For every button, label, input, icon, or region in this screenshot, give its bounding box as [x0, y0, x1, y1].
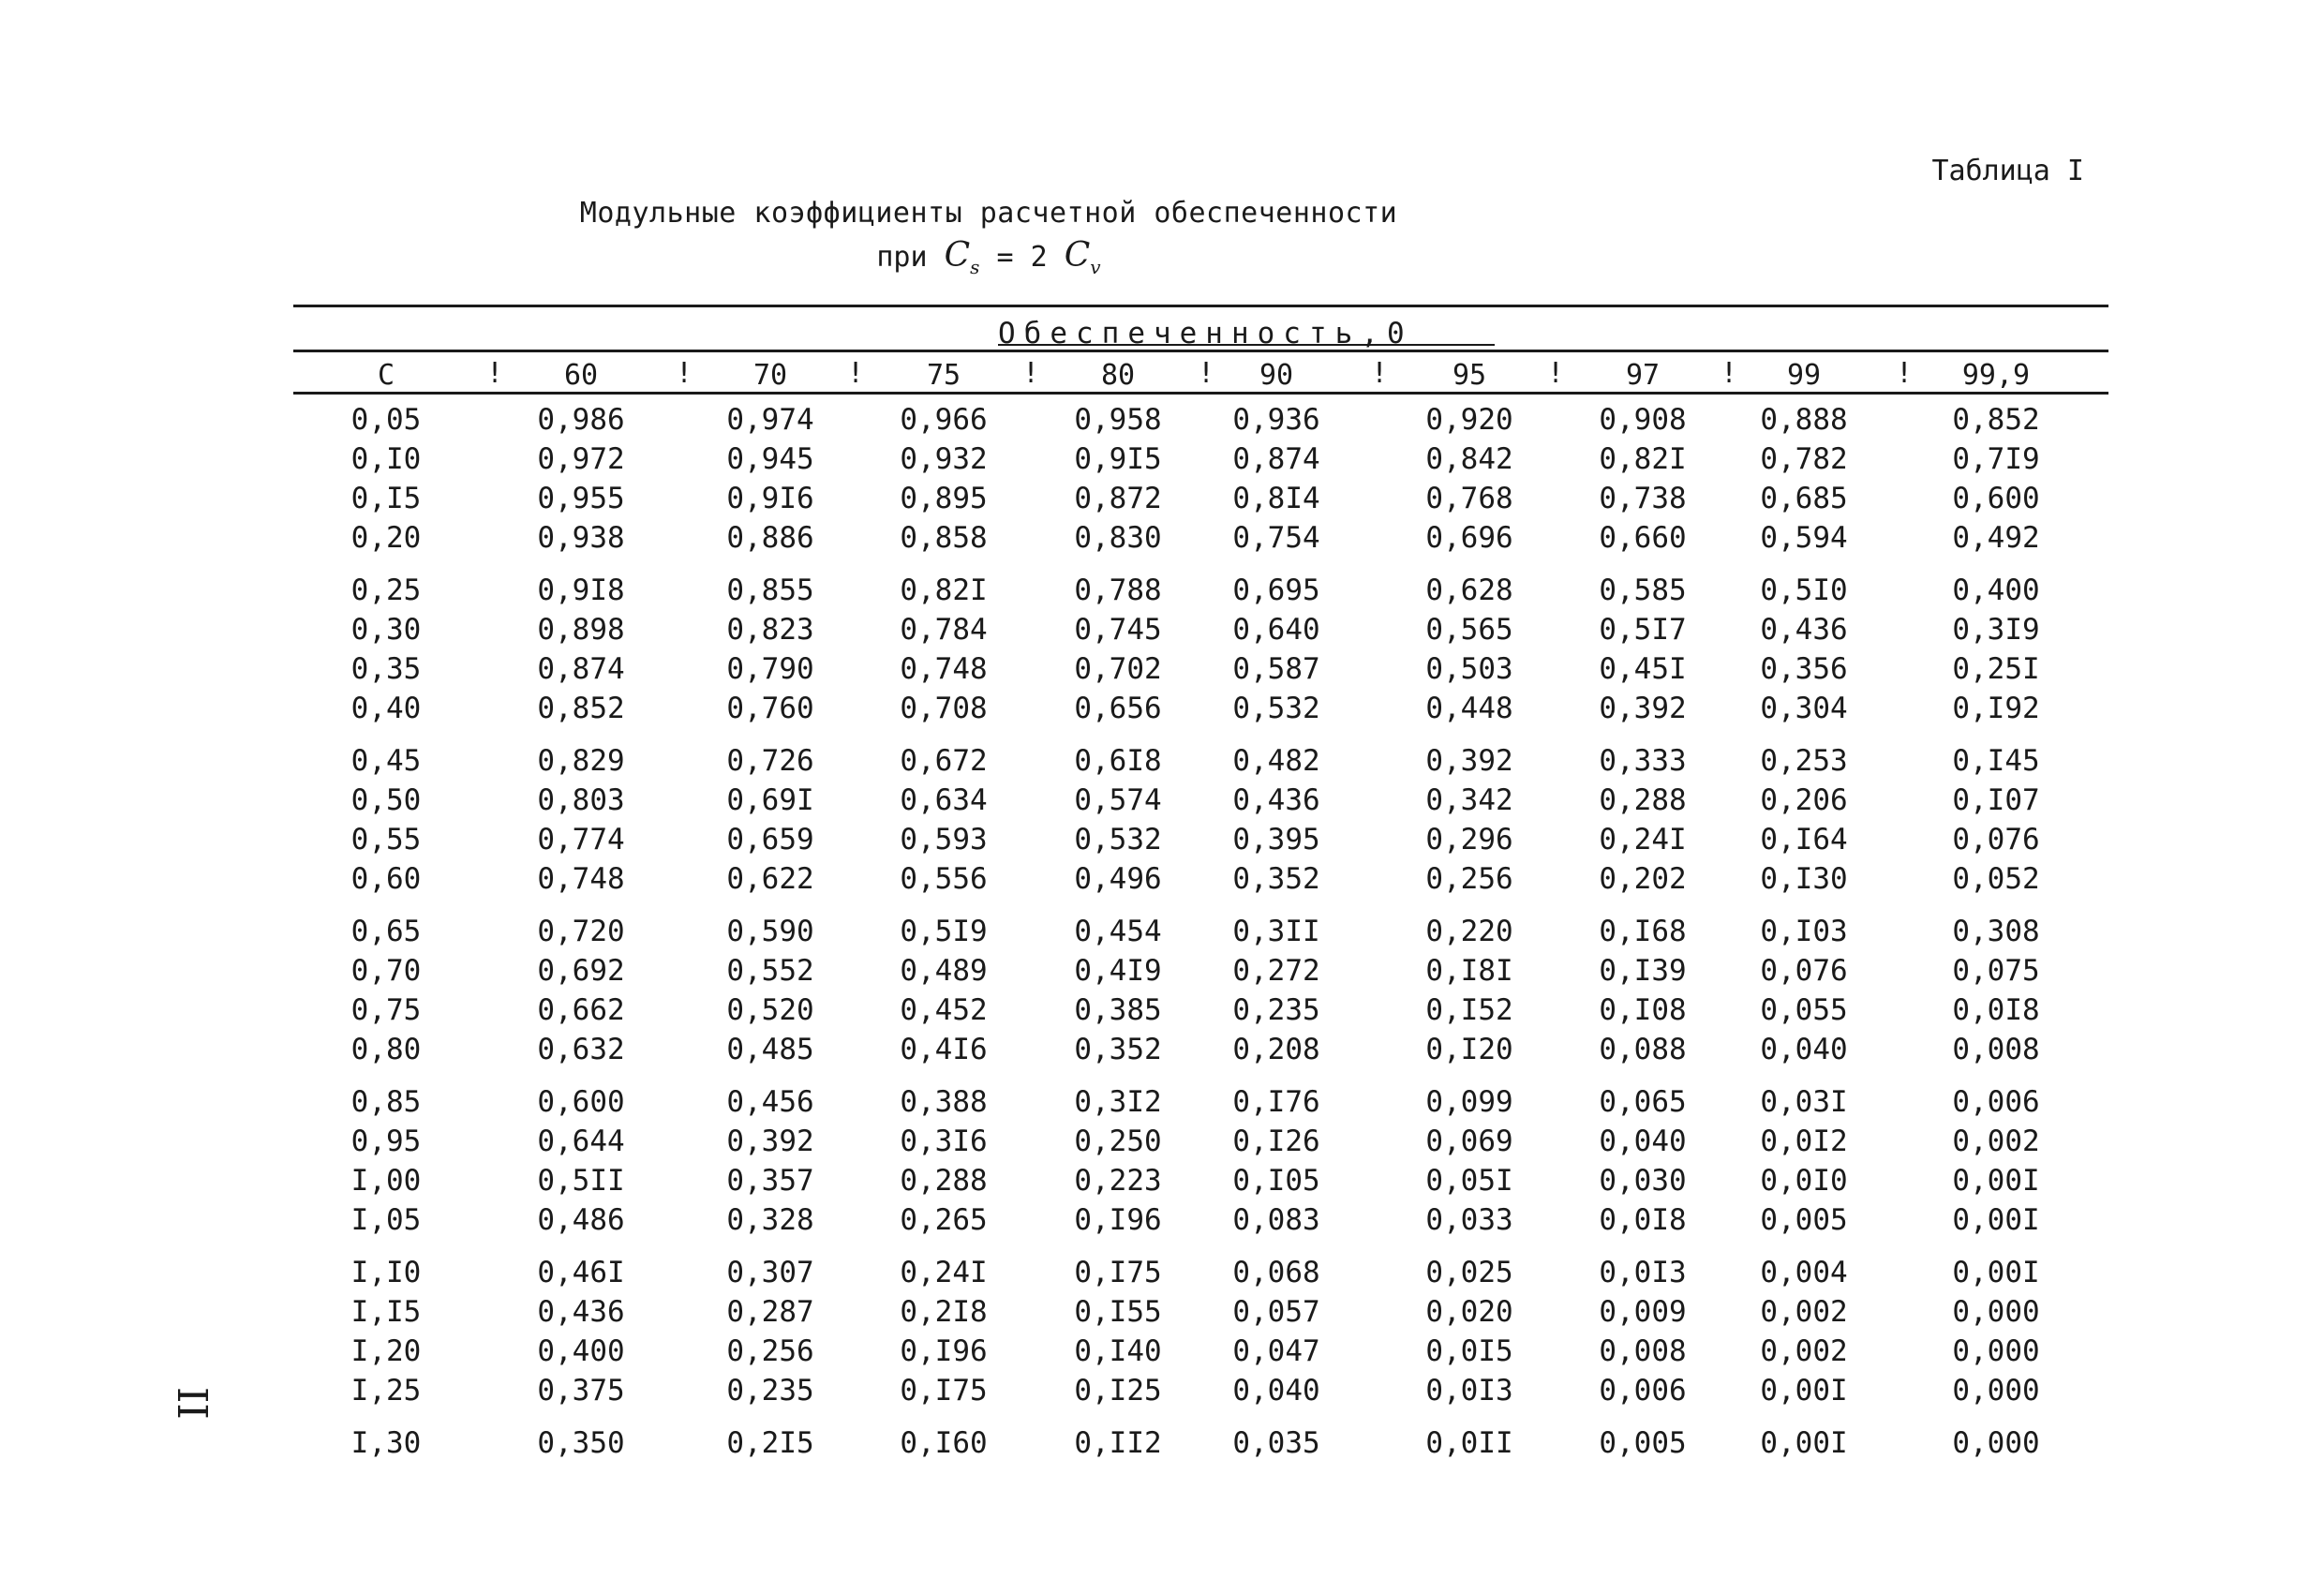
value-cell: 0,972 — [537, 442, 625, 476]
value-cell: 0,593 — [900, 823, 988, 857]
column-header-2: 70 — [752, 359, 788, 392]
value-cell: 0,392 — [1599, 692, 1687, 725]
value-cell: 0,622 — [726, 862, 814, 896]
value-cell: 0,482 — [1232, 744, 1320, 778]
value-cell: 0,088 — [1599, 1033, 1687, 1066]
value-cell: 0,3I9 — [1952, 613, 2040, 647]
value-cell: 0,223 — [1074, 1164, 1162, 1198]
row-label-cell: 0,40 — [350, 692, 422, 725]
value-cell: 0,436 — [537, 1295, 625, 1329]
value-cell: 0,220 — [1425, 915, 1513, 948]
value-cell: 0,287 — [726, 1295, 814, 1329]
value-cell: 0,2I8 — [900, 1295, 988, 1329]
value-cell: 0,I55 — [1074, 1295, 1162, 1329]
value-cell: 0,448 — [1425, 692, 1513, 725]
value-cell: 0,945 — [726, 442, 814, 476]
row-label-cell: 0,I5 — [350, 482, 422, 515]
value-cell: 0,I68 — [1599, 915, 1687, 948]
value-cell: 0,672 — [900, 744, 988, 778]
column-header-8: 99 — [1786, 359, 1822, 392]
value-cell: 0,002 — [1952, 1125, 2040, 1158]
value-cell: 0,065 — [1599, 1085, 1687, 1119]
value-cell: 0,600 — [1952, 482, 2040, 515]
value-cell: 0,760 — [726, 692, 814, 725]
value-cell: 0,I75 — [900, 1374, 988, 1408]
value-cell: 0,00I — [1760, 1426, 1848, 1460]
value-cell: 0,454 — [1074, 915, 1162, 948]
row-label-cell: 0,60 — [350, 862, 422, 896]
value-cell: 0,25I — [1952, 652, 2040, 686]
column-header-7: 97 — [1625, 359, 1661, 392]
value-cell: 0,888 — [1760, 403, 1848, 437]
value-cell: 0,874 — [537, 652, 625, 686]
value-cell: 0,008 — [1599, 1334, 1687, 1368]
value-cell: 0,352 — [1074, 1033, 1162, 1066]
value-cell: 0,829 — [537, 744, 625, 778]
value-cell: 0,392 — [726, 1125, 814, 1158]
row-label-cell: 0,45 — [350, 744, 422, 778]
value-cell: 0,040 — [1760, 1033, 1848, 1066]
value-cell: 0,532 — [1074, 823, 1162, 857]
value-cell: 0,253 — [1760, 744, 1848, 778]
value-cell: 0,662 — [537, 993, 625, 1027]
value-cell: 0,256 — [726, 1334, 814, 1368]
value-cell: 0,656 — [1074, 692, 1162, 725]
value-cell: 0,708 — [900, 692, 988, 725]
value-cell: 0,00I — [1952, 1203, 2040, 1237]
column-header-9: 99,9 — [1961, 359, 2031, 392]
value-cell: 0,24I — [1599, 823, 1687, 857]
value-cell: 0,00I — [1952, 1164, 2040, 1198]
table-title: Модульные коэффициенты расчетной обеспеченности — [579, 197, 1398, 230]
value-cell: 0,357 — [726, 1164, 814, 1198]
group-header: Обеспеченность,0 — [998, 317, 1413, 350]
value-cell: 0,872 — [1074, 482, 1162, 515]
value-cell: 0,69I — [726, 783, 814, 817]
value-cell: 0,702 — [1074, 652, 1162, 686]
value-cell: 0,00I — [1760, 1374, 1848, 1408]
value-cell: 0,456 — [726, 1085, 814, 1119]
value-cell: 0,738 — [1599, 482, 1687, 515]
value-cell: 0,634 — [900, 783, 988, 817]
value-cell: 0,9I6 — [726, 482, 814, 515]
row-label-cell: 0,95 — [350, 1125, 422, 1158]
value-cell: 0,695 — [1232, 574, 1320, 607]
value-cell: 0,574 — [1074, 783, 1162, 817]
column-separator: ! — [485, 357, 504, 390]
value-cell: 0,600 — [537, 1085, 625, 1119]
formula-equals: = 2 — [996, 241, 1048, 274]
value-cell: 0,076 — [1760, 954, 1848, 988]
value-cell: 0,768 — [1425, 482, 1513, 515]
value-cell: 0,I03 — [1760, 915, 1848, 948]
value-cell: 0,659 — [726, 823, 814, 857]
value-cell: 0,I64 — [1760, 823, 1848, 857]
value-cell: 0,057 — [1232, 1295, 1320, 1329]
value-cell: 0,532 — [1232, 692, 1320, 725]
value-cell: 0,5I0 — [1760, 574, 1848, 607]
column-separator: ! — [1720, 357, 1738, 390]
value-cell: 0,520 — [726, 993, 814, 1027]
value-cell: 0,8I4 — [1232, 482, 1320, 515]
value-cell: 0,552 — [726, 954, 814, 988]
value-cell: 0,I30 — [1760, 862, 1848, 896]
value-cell: 0,4I6 — [900, 1033, 988, 1066]
value-cell: 0,256 — [1425, 862, 1513, 896]
row-label-cell: I,I0 — [350, 1256, 422, 1289]
value-cell: 0,726 — [726, 744, 814, 778]
formula-cv: $C_v$ — [1064, 236, 1101, 279]
value-cell: 0,874 — [1232, 442, 1320, 476]
value-cell: 0,250 — [1074, 1125, 1162, 1158]
value-cell: 0,I96 — [1074, 1203, 1162, 1237]
value-cell: 0,886 — [726, 521, 814, 555]
value-cell: 0,356 — [1760, 652, 1848, 686]
value-cell: 0,328 — [726, 1203, 814, 1237]
value-cell: 0,076 — [1952, 823, 2040, 857]
formula-prefix: при — [876, 241, 928, 274]
value-cell: 0,I52 — [1425, 993, 1513, 1027]
value-cell: 0,006 — [1952, 1085, 2040, 1119]
value-cell: 0,342 — [1425, 783, 1513, 817]
value-cell: 0,030 — [1599, 1164, 1687, 1198]
value-cell: 0,033 — [1425, 1203, 1513, 1237]
value-cell: 0,I76 — [1232, 1085, 1320, 1119]
value-cell: 0,585 — [1599, 574, 1687, 607]
value-cell: 0,375 — [537, 1374, 625, 1408]
value-cell: 0,45I — [1599, 652, 1687, 686]
value-cell: 0,974 — [726, 403, 814, 437]
value-cell: 0,782 — [1760, 442, 1848, 476]
value-cell: 0,82I — [1599, 442, 1687, 476]
value-cell: 0,05I — [1425, 1164, 1513, 1198]
value-cell: 0,565 — [1425, 613, 1513, 647]
value-cell: 0,587 — [1232, 652, 1320, 686]
value-cell: 0,774 — [537, 823, 625, 857]
value-cell: 0,908 — [1599, 403, 1687, 437]
value-cell: 0,852 — [1952, 403, 2040, 437]
value-cell: 0,I45 — [1952, 744, 2040, 778]
value-cell: 0,660 — [1599, 521, 1687, 555]
value-cell: 0,040 — [1599, 1125, 1687, 1158]
value-cell: 0,006 — [1599, 1374, 1687, 1408]
value-cell: 0,352 — [1232, 862, 1320, 896]
value-cell: 0,304 — [1760, 692, 1848, 725]
value-cell: 0,025 — [1425, 1256, 1513, 1289]
value-cell: 0,823 — [726, 613, 814, 647]
value-cell: 0,069 — [1425, 1125, 1513, 1158]
value-cell: 0,083 — [1232, 1203, 1320, 1237]
value-cell: 0,5I9 — [900, 915, 988, 948]
value-cell: 0,803 — [537, 783, 625, 817]
value-cell: 0,020 — [1425, 1295, 1513, 1329]
value-cell: 0,748 — [900, 652, 988, 686]
value-cell: 0,452 — [900, 993, 988, 1027]
value-cell: 0,82I — [900, 574, 988, 607]
value-cell: 0,745 — [1074, 613, 1162, 647]
value-cell: 0,I96 — [900, 1334, 988, 1368]
column-separator: ! — [1021, 357, 1040, 390]
row-label-cell: 0,70 — [350, 954, 422, 988]
value-cell: 0,395 — [1232, 823, 1320, 857]
row-label-cell: 0,I0 — [350, 442, 422, 476]
value-cell: 0,0I5 — [1425, 1334, 1513, 1368]
column-separator: ! — [1197, 357, 1215, 390]
column-header-4: 80 — [1100, 359, 1136, 392]
value-cell: 0,055 — [1760, 993, 1848, 1027]
value-cell: 0,784 — [900, 613, 988, 647]
value-cell: 0,392 — [1425, 744, 1513, 778]
value-cell: 0,308 — [1952, 915, 2040, 948]
table-top-rule — [293, 305, 2108, 307]
column-header-5: 90 — [1259, 359, 1294, 392]
value-cell: 0,898 — [537, 613, 625, 647]
value-cell: 0,I07 — [1952, 783, 2040, 817]
value-cell: 0,0I8 — [1952, 993, 2040, 1027]
value-cell: 0,400 — [537, 1334, 625, 1368]
row-label-cell: I,I5 — [350, 1295, 422, 1329]
value-cell: 0,099 — [1425, 1085, 1513, 1119]
value-cell: 0,436 — [1760, 613, 1848, 647]
value-cell: 0,5I7 — [1599, 613, 1687, 647]
value-cell: 0,307 — [726, 1256, 814, 1289]
value-cell: 0,24I — [900, 1256, 988, 1289]
page-number: II — [168, 1387, 216, 1420]
value-cell: 0,004 — [1760, 1256, 1848, 1289]
value-cell: 0,I25 — [1074, 1374, 1162, 1408]
value-cell: 0,696 — [1425, 521, 1513, 555]
value-cell: 0,272 — [1232, 954, 1320, 988]
row-label-cell: 0,80 — [350, 1033, 422, 1066]
value-cell: 0,I05 — [1232, 1164, 1320, 1198]
value-cell: 0,628 — [1425, 574, 1513, 607]
value-cell: 0,II2 — [1074, 1426, 1162, 1460]
row-label-cell: 0,75 — [350, 993, 422, 1027]
value-cell: 0,9I8 — [537, 574, 625, 607]
value-cell: 0,009 — [1599, 1295, 1687, 1329]
value-cell: 0,4I9 — [1074, 954, 1162, 988]
value-cell: 0,265 — [900, 1203, 988, 1237]
value-cell: 0,489 — [900, 954, 988, 988]
value-cell: 0,790 — [726, 652, 814, 686]
value-cell: 0,685 — [1760, 482, 1848, 515]
value-cell: 0,5II — [537, 1164, 625, 1198]
row-label-cell: 0,65 — [350, 915, 422, 948]
value-cell: 0,0I3 — [1599, 1256, 1687, 1289]
row-label-cell: I,00 — [350, 1164, 422, 1198]
value-cell: 0,486 — [537, 1203, 625, 1237]
column-header-0: C — [377, 359, 395, 392]
value-cell: 0,000 — [1952, 1295, 2040, 1329]
value-cell: 0,0I8 — [1599, 1203, 1687, 1237]
value-cell: 0,830 — [1074, 521, 1162, 555]
value-cell: 0,46I — [537, 1256, 625, 1289]
value-cell: 0,986 — [537, 403, 625, 437]
value-cell: 0,852 — [537, 692, 625, 725]
value-cell: 0,958 — [1074, 403, 1162, 437]
column-separator: ! — [846, 357, 865, 390]
value-cell: 0,594 — [1760, 521, 1848, 555]
value-cell: 0,333 — [1599, 744, 1687, 778]
value-cell: 0,895 — [900, 482, 988, 515]
value-cell: 0,I75 — [1074, 1256, 1162, 1289]
formula-cs: $C_s$ — [944, 236, 980, 279]
value-cell: 0,858 — [900, 521, 988, 555]
value-cell: 0,I40 — [1074, 1334, 1162, 1368]
value-cell: 0,288 — [900, 1164, 988, 1198]
value-cell: 0,936 — [1232, 403, 1320, 437]
value-cell: 0,632 — [537, 1033, 625, 1066]
value-cell: 0,000 — [1952, 1334, 2040, 1368]
value-cell: 0,692 — [537, 954, 625, 988]
value-cell: 0,202 — [1599, 862, 1687, 896]
row-label-cell: 0,50 — [350, 783, 422, 817]
value-cell: 0,I60 — [900, 1426, 988, 1460]
row-label-cell: 0,05 — [350, 403, 422, 437]
value-cell: 0,3I6 — [900, 1125, 988, 1158]
value-cell: 0,235 — [726, 1374, 814, 1408]
formula-line — [0, 236, 1977, 278]
value-cell: 0,388 — [900, 1085, 988, 1119]
value-cell: 0,3II — [1232, 915, 1320, 948]
value-cell: 0,005 — [1599, 1426, 1687, 1460]
value-cell: 0,0I0 — [1760, 1164, 1848, 1198]
row-label-cell: I,05 — [350, 1203, 422, 1237]
row-label-cell: 0,20 — [350, 521, 422, 555]
value-cell: 0,005 — [1760, 1203, 1848, 1237]
value-cell: 0,754 — [1232, 521, 1320, 555]
value-cell: 0,9I5 — [1074, 442, 1162, 476]
value-cell: 0,3I2 — [1074, 1085, 1162, 1119]
value-cell: 0,208 — [1232, 1033, 1320, 1066]
value-cell: 0,350 — [537, 1426, 625, 1460]
column-separator: ! — [1370, 357, 1389, 390]
value-cell: 0,00I — [1952, 1256, 2040, 1289]
row-label-cell: I,25 — [350, 1374, 422, 1408]
value-cell: 0,400 — [1952, 574, 2040, 607]
value-cell: 0,206 — [1760, 783, 1848, 817]
row-label-cell: 0,85 — [350, 1085, 422, 1119]
value-cell: 0,6I8 — [1074, 744, 1162, 778]
value-cell: 0,I26 — [1232, 1125, 1320, 1158]
value-cell: 0,0I2 — [1760, 1125, 1848, 1158]
value-cell: 0,855 — [726, 574, 814, 607]
table-label: Таблица I — [1931, 155, 2084, 187]
column-header-1: 60 — [563, 359, 599, 392]
value-cell: 0,047 — [1232, 1334, 1320, 1368]
table-body-rule — [293, 392, 2108, 395]
row-label-cell: 0,35 — [350, 652, 422, 686]
value-cell: 0,485 — [726, 1033, 814, 1066]
value-cell: 0,7I9 — [1952, 442, 2040, 476]
value-cell: 0,075 — [1952, 954, 2040, 988]
value-cell: 0,496 — [1074, 862, 1162, 896]
value-cell: 0,842 — [1425, 442, 1513, 476]
value-cell: 0,0I3 — [1425, 1374, 1513, 1408]
value-cell: 0,720 — [537, 915, 625, 948]
value-cell: 0,I20 — [1425, 1033, 1513, 1066]
value-cell: 0,503 — [1425, 652, 1513, 686]
value-cell: 0,035 — [1232, 1426, 1320, 1460]
value-cell: 0,I08 — [1599, 993, 1687, 1027]
value-cell: 0,2I5 — [726, 1426, 814, 1460]
value-cell: 0,788 — [1074, 574, 1162, 607]
value-cell: 0,748 — [537, 862, 625, 896]
value-cell: 0,436 — [1232, 783, 1320, 817]
value-cell: 0,052 — [1952, 862, 2040, 896]
column-header-3: 75 — [926, 359, 961, 392]
value-cell: 0,938 — [537, 521, 625, 555]
value-cell: 0,040 — [1232, 1374, 1320, 1408]
column-separator: ! — [1546, 357, 1565, 390]
row-label-cell: 0,25 — [350, 574, 422, 607]
value-cell: 0,002 — [1760, 1334, 1848, 1368]
value-cell: 0,I92 — [1952, 692, 2040, 725]
value-cell: 0,590 — [726, 915, 814, 948]
value-cell: 0,296 — [1425, 823, 1513, 857]
value-cell: 0,03I — [1760, 1085, 1848, 1119]
column-separator: ! — [675, 357, 693, 390]
value-cell: 0,920 — [1425, 403, 1513, 437]
value-cell: 0,002 — [1760, 1295, 1848, 1329]
value-cell: 0,556 — [900, 862, 988, 896]
value-cell: 0,068 — [1232, 1256, 1320, 1289]
value-cell: 0,385 — [1074, 993, 1162, 1027]
value-cell: 0,0II — [1425, 1426, 1513, 1460]
row-label-cell: I,30 — [350, 1426, 422, 1460]
value-cell: 0,492 — [1952, 521, 2040, 555]
row-label-cell: I,20 — [350, 1334, 422, 1368]
value-cell: 0,288 — [1599, 783, 1687, 817]
value-cell: 0,235 — [1232, 993, 1320, 1027]
column-header-6: 95 — [1452, 359, 1487, 392]
value-cell: 0,000 — [1952, 1374, 2040, 1408]
value-cell: 0,640 — [1232, 613, 1320, 647]
value-cell: 0,000 — [1952, 1426, 2040, 1460]
row-label-cell: 0,55 — [350, 823, 422, 857]
value-cell: 0,966 — [900, 403, 988, 437]
value-cell: 0,I39 — [1599, 954, 1687, 988]
row-label-cell: 0,30 — [350, 613, 422, 647]
value-cell: 0,008 — [1952, 1033, 2040, 1066]
column-separator: ! — [1895, 357, 1914, 390]
value-cell: 0,I8I — [1425, 954, 1513, 988]
value-cell: 0,955 — [537, 482, 625, 515]
value-cell: 0,644 — [537, 1125, 625, 1158]
value-cell: 0,932 — [900, 442, 988, 476]
